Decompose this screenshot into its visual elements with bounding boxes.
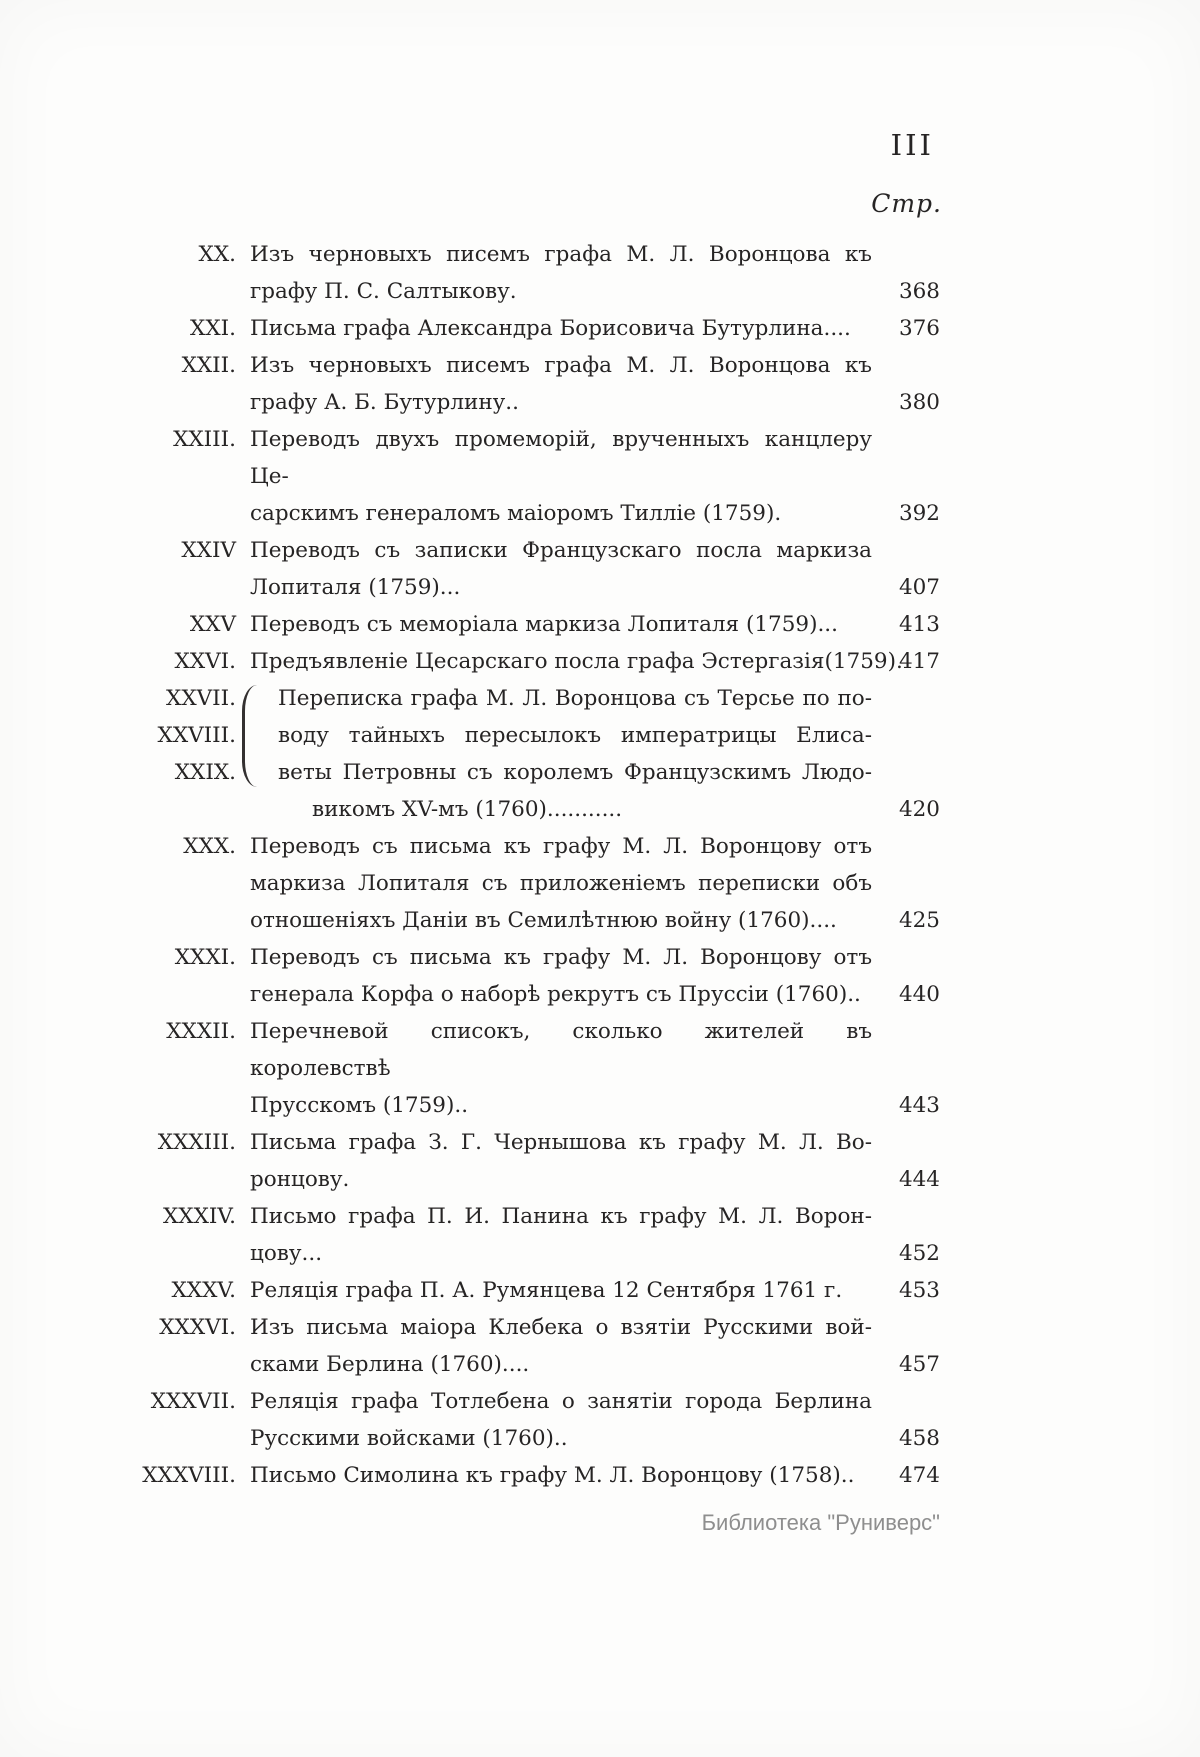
- entry-title: [250, 1124, 872, 1198]
- entry-page-number: 452: [898, 1241, 940, 1266]
- entry-title-line: викомъ XV-мъ (1760)...........: [312, 797, 623, 822]
- toc-entry: [116, 1013, 940, 1124]
- entry-title: [250, 939, 872, 1013]
- entry-title-line: Письма графа Александра Борисовича Бутурлина....: [250, 316, 851, 341]
- entry-title-line: Письмо графа П. И. Панина къ графу М. Л. Ворон-: [250, 1204, 872, 1229]
- toc-entry: [116, 310, 940, 347]
- entry-title-line: Изъ черновыхъ писемъ графа М. Л. Воронцова къ: [250, 353, 872, 378]
- toc-list: [116, 236, 940, 1494]
- entry-title-line: Письмо Симолина къ графу М. Л. Воронцову (1758)..: [250, 1463, 855, 1488]
- entry-page-number: 440: [898, 982, 940, 1007]
- entry-page-number: 453: [898, 1278, 940, 1303]
- entry-page-number: 474: [898, 1463, 940, 1488]
- entry-page-number: 417: [898, 649, 940, 674]
- entry-title-line: Реляція графа П. А. Румянцева 12 Сентября 1761 г.: [250, 1278, 843, 1303]
- entry-page-number: 413: [898, 612, 940, 637]
- entry-page-number: 392: [898, 501, 940, 526]
- entry-title-line: Переводъ съ письма къ графу М. Л. Воронцову отъ: [250, 834, 872, 859]
- entry-title: [250, 606, 872, 643]
- group-brace-icon: [242, 685, 257, 787]
- entry-numeral: XXXVIII.: [142, 1463, 236, 1488]
- entry-numeral: XXVII.: [166, 686, 236, 711]
- entry-numeral: XX.: [198, 242, 236, 267]
- entry-numeral: XXXV.: [171, 1278, 236, 1303]
- entry-numeral: XXXVI.: [159, 1315, 236, 1340]
- entry-page-number: 368: [898, 279, 940, 304]
- toc-entry: [116, 236, 940, 310]
- toc-entry: [116, 680, 940, 828]
- entry-page-number: 458: [898, 1426, 940, 1451]
- entry-title: [250, 532, 872, 606]
- entry-title: [250, 421, 872, 532]
- toc-entry: [116, 606, 940, 643]
- entry-title-line: Русскими войсками (1760)..: [250, 1426, 568, 1451]
- entry-numeral: XXVI.: [174, 649, 236, 674]
- entry-numerals: [116, 421, 250, 532]
- entry-numeral: XXXI.: [174, 945, 236, 970]
- entry-numerals: [116, 532, 250, 606]
- entry-numeral: XXXII.: [166, 1019, 236, 1044]
- entry-numerals: [116, 1309, 250, 1383]
- entry-title-line: Изъ черновыхъ писемъ графа М. Л. Воронцова къ: [250, 242, 872, 267]
- entry-title: [250, 1457, 872, 1494]
- entry-title: [250, 1272, 872, 1309]
- entry-numeral: XXX.: [183, 834, 236, 859]
- entry-title-line: Переводъ съ меморіала маркиза Лопиталя (1759)...: [250, 612, 838, 637]
- entry-numerals: [116, 1013, 250, 1124]
- entry-title: [250, 236, 872, 310]
- entry-title-line: Лопиталя (1759)...: [250, 575, 461, 600]
- entry-numerals: [116, 1124, 250, 1198]
- entry-page-number: 420: [898, 797, 940, 822]
- toc-entry: [116, 1383, 940, 1457]
- entry-title-line: Предъявленіе Цесарскаго посла графа Эстергазія(1759).: [250, 649, 903, 674]
- entry-numerals: [116, 310, 250, 347]
- entry-title-line: Прусскомъ (1759)..: [250, 1093, 469, 1118]
- entry-page-number: 376: [898, 316, 940, 341]
- entry-page-number: 407: [898, 575, 940, 600]
- entry-title: [250, 643, 903, 680]
- entry-title: [250, 1198, 872, 1272]
- entry-title-line: Изъ письма маіора Клебека о взятіи Русскими вой-: [250, 1315, 872, 1340]
- entry-numeral: XXIV: [181, 538, 236, 563]
- toc-entry: [116, 939, 940, 1013]
- entry-title-line: Переводъ двухъ промеморій, врученныхъ канцлеру Це-: [250, 427, 872, 489]
- entry-numerals: [116, 236, 250, 310]
- entry-numerals: [116, 1457, 250, 1494]
- entry-title-line: веты Петровны съ королемъ Французскимъ Людо-: [278, 760, 872, 785]
- toc-entry: [116, 1198, 940, 1272]
- page-column-header: Стр.: [871, 189, 942, 218]
- entry-title-line: маркиза Лопиталя съ приложеніемъ переписки объ: [250, 871, 872, 896]
- toc-entry: [116, 1309, 940, 1383]
- entry-page-number: 380: [898, 390, 940, 415]
- entry-numeral: XXI.: [190, 316, 236, 341]
- entry-numerals: [116, 606, 250, 643]
- entry-numeral: XXII.: [181, 353, 236, 378]
- toc-entry: [116, 1124, 940, 1198]
- entry-title-line: Переводъ съ письма къ графу М. Л. Воронцову отъ: [250, 945, 872, 970]
- entry-numerals: [116, 643, 250, 680]
- entry-numeral: XXXVII.: [150, 1389, 236, 1414]
- entry-numeral: XXVIII.: [157, 723, 236, 748]
- entry-title-line: отношеніяхъ Даніи въ Семилѣтнюю войну (1760)....: [250, 908, 837, 933]
- entry-title-line: Перечневой списокъ, сколько жителей въ королевствѣ: [250, 1019, 872, 1081]
- entry-title-line: ронцову.: [250, 1167, 350, 1192]
- entry-title-line: воду тайныхъ пересылокъ императрицы Елиса-: [278, 723, 872, 748]
- toc-entry: [116, 421, 940, 532]
- entry-title-line: Реляція графа Тотлебена о занятіи города Берлина: [250, 1389, 872, 1414]
- entry-numerals: [116, 1198, 250, 1272]
- entry-title-line: генерала Корфа о наборѣ рекрутъ съ Пруссіи (1760)..: [250, 982, 861, 1007]
- toc-entry: [116, 347, 940, 421]
- toc-entry: [116, 1457, 940, 1494]
- entry-numeral: XXIX.: [174, 760, 236, 785]
- entry-title: [250, 1013, 872, 1124]
- entry-numerals: [116, 347, 250, 421]
- entry-title-line: цову...: [250, 1241, 323, 1266]
- entry-title: [250, 828, 872, 939]
- entry-numerals: [116, 1272, 250, 1309]
- toc-entry: [116, 643, 940, 680]
- toc-entry: [116, 1272, 940, 1309]
- entry-numeral: XXXIII.: [157, 1130, 236, 1155]
- entry-title-line: графу П. С. Салтыкову.: [250, 279, 517, 304]
- entry-page-number: 425: [898, 908, 940, 933]
- entry-title-line: сками Берлина (1760)....: [250, 1352, 530, 1377]
- entry-title: [250, 310, 872, 347]
- entry-numeral: XXV: [189, 612, 236, 637]
- entry-title-line: сарскимъ генераломъ маіоромъ Тилліе (1759).: [250, 501, 782, 526]
- entry-numerals: [116, 680, 250, 828]
- entry-title: [250, 680, 872, 828]
- entry-page-number: 444: [898, 1167, 940, 1192]
- entry-numerals: [116, 828, 250, 939]
- entry-page-number: 443: [898, 1093, 940, 1118]
- entry-numeral: XXXIV.: [162, 1204, 236, 1229]
- entry-title-line: Письма графа З. Г. Чернышова къ графу М. Л. Во-: [250, 1130, 872, 1155]
- entry-title: [250, 347, 872, 421]
- entry-title: [250, 1383, 872, 1457]
- entry-numerals: [116, 1383, 250, 1457]
- toc-entry: [116, 532, 940, 606]
- page-number: III: [890, 128, 934, 162]
- entry-title-line: графу А. Б. Бутурлину..: [250, 390, 519, 415]
- entry-page-number: 457: [898, 1352, 940, 1377]
- entry-numerals: [116, 939, 250, 1013]
- entry-title: [250, 1309, 872, 1383]
- entry-title-line: Переписка графа М. Л. Воронцова съ Терсье по по-: [278, 686, 872, 711]
- entry-title-line: Переводъ съ записки Французскаго посла маркиза: [250, 538, 872, 563]
- library-watermark: Библиотека "Руниверс": [701, 1510, 940, 1535]
- toc-entry: [116, 828, 940, 939]
- entry-numeral: XXIII.: [173, 427, 236, 452]
